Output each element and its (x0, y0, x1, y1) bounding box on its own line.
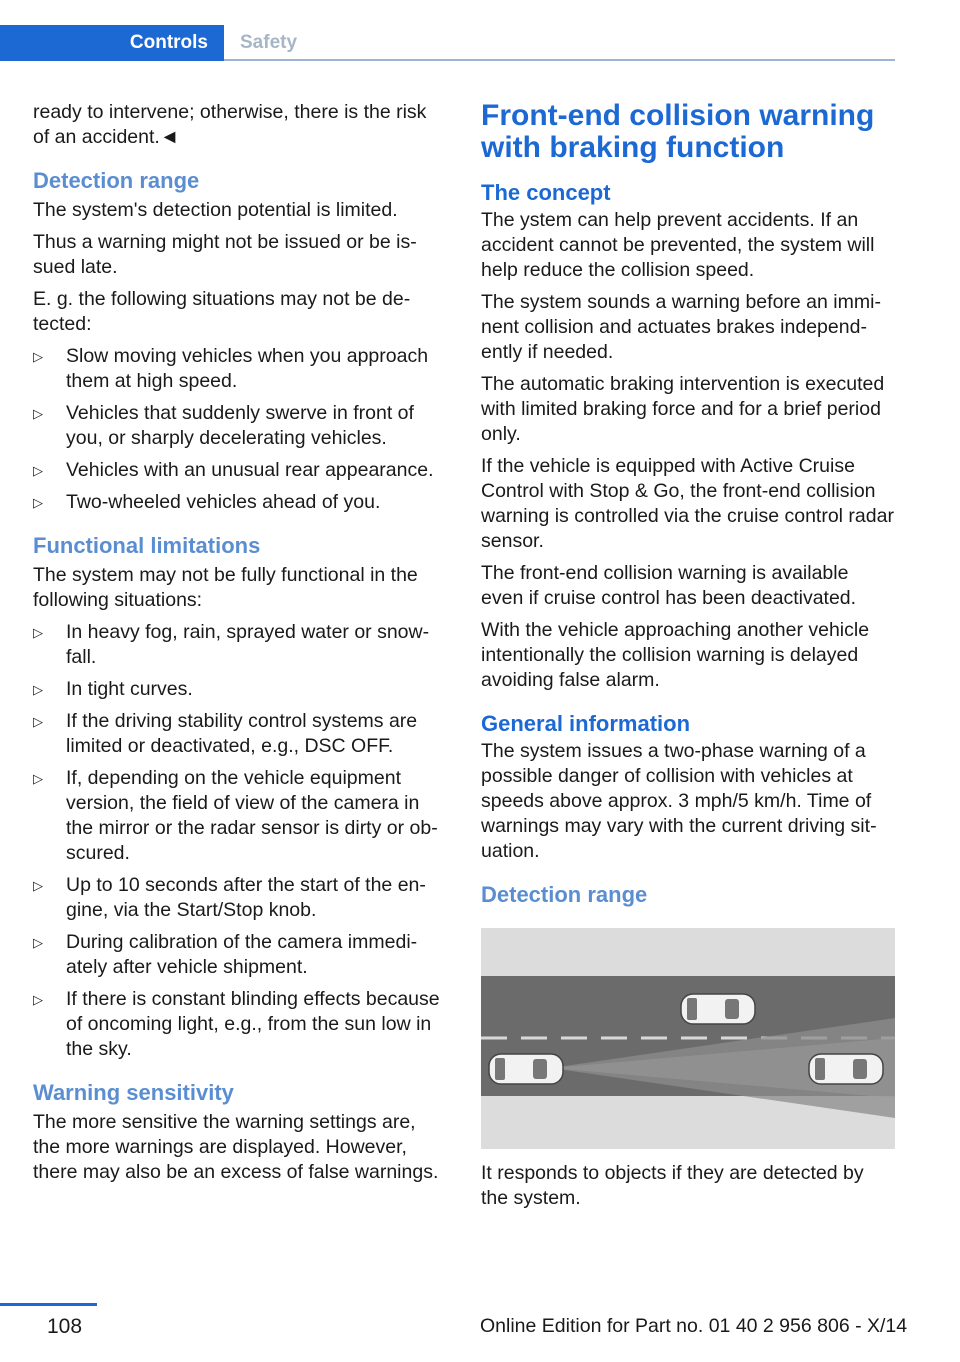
page-number: 108 (47, 1315, 83, 1338)
list-item: ▷ If there is constant blinding effects because of oncoming light, e.g., from the sun low in the sky. (33, 987, 443, 1062)
left-column (33, 100, 443, 1192)
detection-range-heading-right: Detection range (481, 882, 648, 907)
detection-range-heading: Detection range (33, 168, 200, 193)
detection-list (33, 344, 443, 515)
range-caption: It responds to objects if they are detected by the system. (481, 1162, 864, 1209)
list-item: ▷ If the driving stability control systems are limited or deactivated, e.g., DSC OFF. (33, 709, 443, 759)
footer-rule (0, 1303, 97, 1306)
limits-intro: The system may not be fully functional in the following situations: (33, 564, 418, 611)
functional-limitations-heading: Functional limitations (33, 533, 261, 558)
concept-p5: The front-end collision warning is available even if cruise control has been deactivated. (481, 562, 857, 609)
right-column (481, 100, 895, 1218)
detection-range-illustration (481, 928, 895, 1149)
tab-controls[interactable]: Controls (0, 25, 224, 61)
general-information-heading: General information (481, 711, 691, 736)
concept-p1: The ystem can help prevent accidents. If an accident cannot be prevented, the system will help reduce the collision speed. (481, 209, 875, 281)
detection-p3: E. g. the following situations may not be detected: (33, 288, 411, 335)
list-item: ▷ During calibration of the camera immediately after vehicle shipment. (33, 930, 443, 980)
tab-safety[interactable]: Safety (240, 32, 298, 53)
section-title: Front-end collision warning with braking function (481, 99, 875, 164)
car-icon (809, 1054, 883, 1084)
list-item: ▷ In heavy fog, rain, sprayed water or snowfall. (33, 620, 443, 670)
list-item: ▷ Vehicles with an unusual rear appearance. (33, 458, 443, 483)
limits-list (33, 620, 443, 1062)
detection-p2: Thus a warning might not be issued or be issued late. (33, 231, 417, 278)
list-item: ▷ Two-wheeled vehicles ahead of you. (33, 490, 443, 515)
warning-sensitivity-heading: Warning sensitivity (33, 1080, 234, 1105)
sensitivity-text: The more sensitive the warning settings are, the more warnings are displayed. However, there may also be an excess of false warnings. (33, 1111, 439, 1183)
list-item: ▷ If, depending on the vehicle equipment version, the field of view of the camera in the mirror or the radar sensor is dirty or obscured. (33, 766, 443, 866)
detection-p1: The system's detection potential is limited. (33, 199, 398, 221)
edition-note: Online Edition for Part no. 01 40 2 956 806 - X/14 (480, 1315, 908, 1337)
list-item: ▷ Slow moving vehicles when you approach them at high speed. (33, 344, 443, 394)
chapter-tabs (0, 25, 895, 61)
concept-heading: The concept (481, 180, 611, 205)
concept-p2: The system sounds a warning before an imminent collision and actuates brakes independently if needed. (481, 291, 881, 363)
list-item: ▷ Up to 10 seconds after the start of the engine, via the Start/Stop knob. (33, 873, 443, 923)
concept-p3: The automatic braking intervention is executed with limited braking force and for a brief period only. (481, 373, 885, 445)
concept-p6: With the vehicle approaching another vehicle intentionally the collision warning is delayed avoiding false alarm. (481, 619, 870, 691)
header-rule (224, 59, 895, 61)
list-item: ▷ In tight curves. (33, 677, 443, 702)
concept-p4: If the vehicle is equipped with Active Cruise Control with Stop & Go, the front-end collision warning is controlled via the cruise control radar sensor. (481, 455, 894, 552)
list-item: ▷ Vehicles that suddenly swerve in front of you, or sharply decelerating vehicles. (33, 401, 443, 451)
car-icon (489, 1054, 563, 1084)
general-text: The system issues a two-phase warning of a possible danger of collision with vehicles at speeds above approx. 3 mph/5 km/h. Time of warnings may vary with the current driving situation. (481, 740, 877, 862)
car-icon (681, 994, 755, 1024)
intro-text: ready to intervene; otherwise, there is the risk of an accident.◄ (33, 101, 427, 148)
